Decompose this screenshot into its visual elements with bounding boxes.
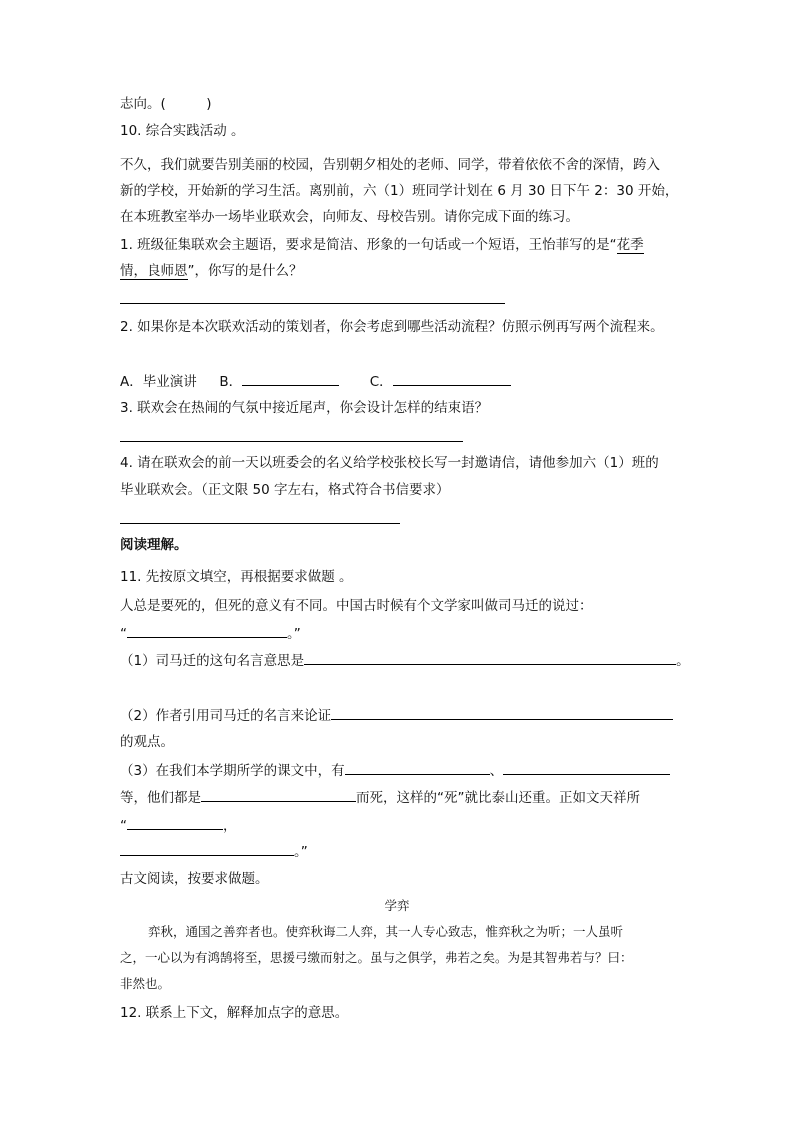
q10-item1-quote-a: 花季 xyxy=(616,237,644,253)
q11-part3-l3-open: “ xyxy=(120,818,127,834)
q11-part3-line1 xyxy=(120,760,670,781)
q11-part3-line3 xyxy=(120,815,237,836)
q10-intro-2: 新的学校，开始新的学习生活。离别前，六（1）班同学计划在 6 月 30 日下午 2：30 开始， xyxy=(120,183,679,199)
q11-quote-close: 。” xyxy=(287,626,301,642)
q10-item2-option-a: A．毕业演讲 xyxy=(120,374,197,390)
classical-title: 学弈 xyxy=(384,898,410,913)
q10-item2-blank-c[interactable] xyxy=(393,371,511,386)
q10-item1-text: 1. 班级征集联欢会主题语，要求是简洁、形象的一句话或一个短语，王怡菲写的是“ xyxy=(120,237,617,253)
q10-item3-answer-line[interactable] xyxy=(120,441,463,442)
q10-item1-quote-b: 情，良师恩 xyxy=(120,263,188,279)
q11-part3-text: （3）在我们本学期所学的课文中，有 xyxy=(120,763,345,779)
q10-item4-answer-line[interactable] xyxy=(120,523,400,524)
q11-part3-blank-3[interactable] xyxy=(201,787,356,802)
q11-quote-open: “ xyxy=(120,626,127,642)
q11-part2-text: （2）作者引用司马迁的名言来论证 xyxy=(120,708,332,724)
q11-part3-blank-4[interactable] xyxy=(127,815,223,830)
q11-title: 11. 先按原文填空，再根据要求做题 。 xyxy=(120,569,353,585)
classical-line-2: 之，一心以为有鸿鹄将至，思援弓缴而射之。虽与之俱学，弗若之矣。为是其智弗若与？曰： xyxy=(120,950,633,965)
q11-part3-l4-close: 。” xyxy=(294,844,308,860)
q10-item2-options xyxy=(120,371,511,392)
q11-part1-end: 。 xyxy=(676,653,690,669)
q10-item4-line1: 4. 请在联欢会的前一天以班委会的名义给学校张校长写一封邀请信，请他参加六（1）班的 xyxy=(120,455,659,471)
q10-item1-question: ”，你写的是什么？ xyxy=(187,263,303,279)
q11-part2-blank[interactable] xyxy=(331,705,673,720)
classical-line-3: 非然也。 xyxy=(120,976,171,991)
q11-quote-line xyxy=(120,623,301,644)
q11-part3-l2-tail: 而死，这样的“死”就比泰山还重。正如文天祥所 xyxy=(356,790,640,806)
q10-intro-1: 不久，我们就要告别美丽的校园，告别朝夕相处的老师、同学，带着依依不舍的深情，跨入 xyxy=(120,157,660,173)
q11-part3-l3-comma: ， xyxy=(223,818,237,834)
q10-item2: 2. 如果你是本次联欢活动的策划者，你会考虑到哪些活动流程？仿照示例再写两个流程来。 xyxy=(120,319,664,335)
q11-part3-line4 xyxy=(120,841,308,862)
q11-intro: 人总是要死的，但死的意义有不同。中国古时候有个文学家叫做司马迁的说过： xyxy=(120,598,593,614)
q10-title: 10. 综合实践活动 。 xyxy=(120,123,245,139)
q11-part3-blank-1[interactable] xyxy=(345,760,490,775)
q10-item1-line1 xyxy=(120,235,644,255)
q11-part3-sep: 、 xyxy=(489,763,504,779)
q10-item2-blank-b[interactable] xyxy=(242,371,339,386)
q11-part3-blank-2[interactable] xyxy=(503,760,670,775)
q9-tail: 志向。( ) xyxy=(120,96,212,112)
classical-instruction: 古文阅读，按要求做题。 xyxy=(120,871,269,887)
q10-item1-line2 xyxy=(120,261,303,281)
q11-part3-l2-text: 等，他们都是 xyxy=(120,790,201,806)
q11-part1-text: （1）司马迁的这句名言意思是 xyxy=(120,653,305,669)
q11-part2 xyxy=(120,705,673,726)
q10-item2-option-b: B． xyxy=(219,374,243,390)
q11-part1 xyxy=(120,650,690,671)
q12-title: 12. 联系上下文，解释加点字的意思。 xyxy=(120,1005,349,1021)
q11-part3-blank-5[interactable] xyxy=(120,841,294,856)
q11-part3-line2 xyxy=(120,787,640,808)
q10-item1-answer-line[interactable] xyxy=(120,303,505,304)
q10-item4-line2: 毕业联欢会。（正文限 50 字左右，格式符合书信要求） xyxy=(120,482,450,498)
q11-part1-blank[interactable] xyxy=(304,650,676,665)
q10-item3: 3. 联欢会在热闹的气氛中接近尾声，你会设计怎样的结束语？ xyxy=(120,400,489,416)
q10-intro-3: 在本班教室举办一场毕业联欢会，向师友、母校告别。请你完成下面的练习。 xyxy=(120,209,579,225)
q10-item2-option-c: C． xyxy=(369,374,393,390)
classical-line-1: 弈秋，通国之善弈者也。使弈秋诲二人弈，其一人专心致志，惟弈秋之为听；一人虽听 xyxy=(148,924,624,939)
q11-part2-tail: 的观点。 xyxy=(120,734,174,750)
q11-quote-blank[interactable] xyxy=(127,623,287,638)
section-reading-heading: 阅读理解。 xyxy=(120,537,188,553)
